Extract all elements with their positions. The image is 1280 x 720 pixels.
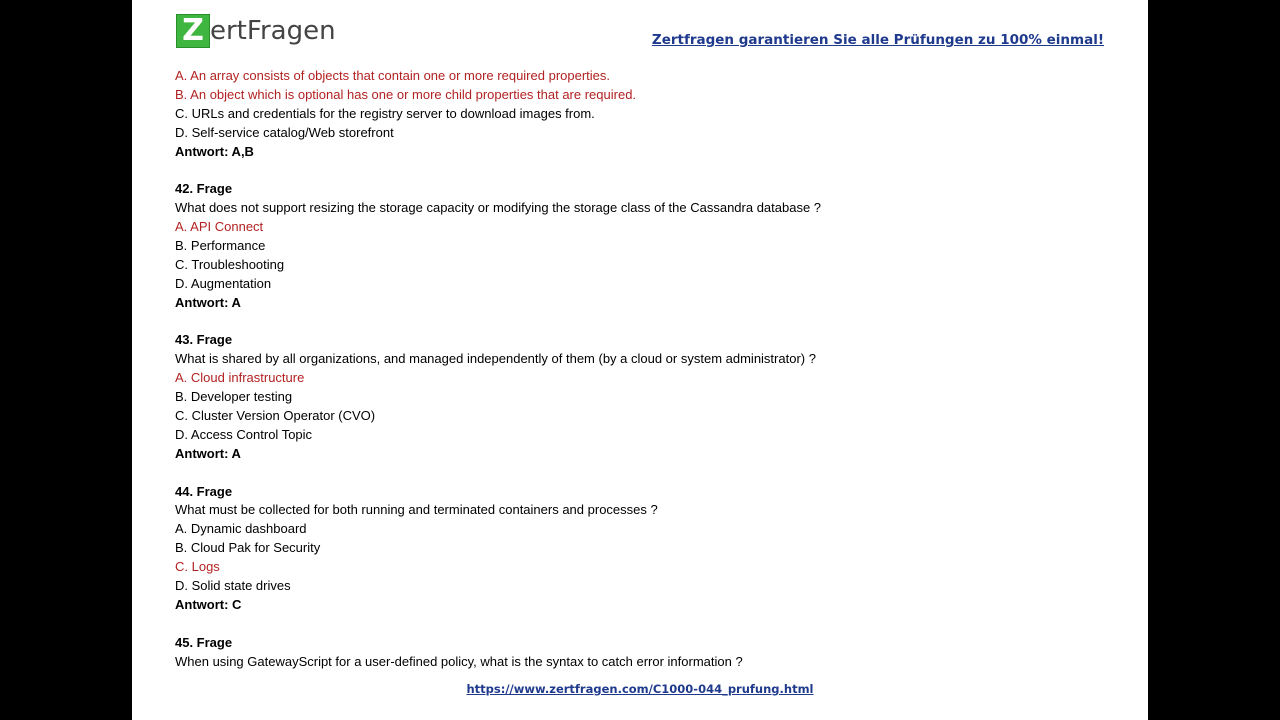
q42-answer: Antwort: A (175, 294, 241, 310)
q41-option-a: A. An array consists of objects that contain one or more required properties. (175, 68, 611, 83)
q41-option-d: D. Self-service catalog/Web storefront (175, 124, 394, 140)
q41-option-b: B. An object which is optional has one or more child properties that are required. (175, 86, 637, 102)
q44-option-d: D. Solid state drives (175, 578, 291, 594)
q42-question: What does not support resizing the storage capacity or modifying the storage class of the Cassandra database ? (175, 200, 822, 216)
header-tagline-link[interactable]: Zertfragen garantieren Sie alle Prüfungen zu 100% einmal! (651, 32, 1104, 48)
q43-answer: Antwort: A (175, 445, 241, 461)
q44-title: 44. Frage (175, 483, 233, 499)
q43-option-a: A. Cloud infrastructure (175, 370, 305, 386)
zertfragen-logo[interactable] (176, 13, 336, 49)
q41-option-c: C. URLs and credentials for the registry server to download images from. (175, 105, 595, 121)
q42-option-a: A. API Connect (175, 219, 264, 235)
q44-answer: Antwort: C (175, 596, 242, 612)
q43-title: 43. Frage (175, 332, 233, 348)
q43-option-d: D. Access Control Topic (175, 426, 313, 442)
spacer (175, 464, 1115, 483)
spacer (175, 615, 1115, 634)
spacer (175, 161, 1115, 180)
footer-url-link[interactable]: https://www.zertfragen.com/C1000-044_prufung.html (466, 682, 814, 696)
q42-option-d: D. Augmentation (175, 275, 272, 291)
q44-option-b: B. Cloud Pak for Security (175, 540, 321, 556)
question-list (175, 67, 1115, 672)
q45-question: When using GatewayScript for a user-defined policy, what is the syntax to catch error information ? (175, 653, 743, 669)
q42-option-c: C. Troubleshooting (175, 256, 285, 272)
q41-answer: Antwort: A,B (175, 143, 254, 159)
q44-option-c: C. Logs (175, 559, 220, 575)
q42-option-b: B. Performance (175, 238, 266, 254)
q43-question: What is shared by all organizations, and managed independently of them (by a cloud or system administrator) ? (175, 351, 816, 367)
q43-option-b: B. Developer testing (175, 389, 293, 405)
logo-z-icon: Z (176, 14, 210, 48)
spacer (175, 313, 1115, 332)
q43-option-c: C. Cluster Version Operator (CVO) (175, 408, 376, 424)
q42-title: 42. Frage (175, 181, 233, 197)
q44-question: What must be collected for both running and terminated containers and processes ? (175, 502, 658, 518)
q45-title: 45. Frage (175, 634, 233, 650)
document-page (132, 0, 1148, 720)
q44-option-a: A. Dynamic dashboard (175, 521, 307, 537)
logo-text: ertFragen (210, 16, 336, 46)
